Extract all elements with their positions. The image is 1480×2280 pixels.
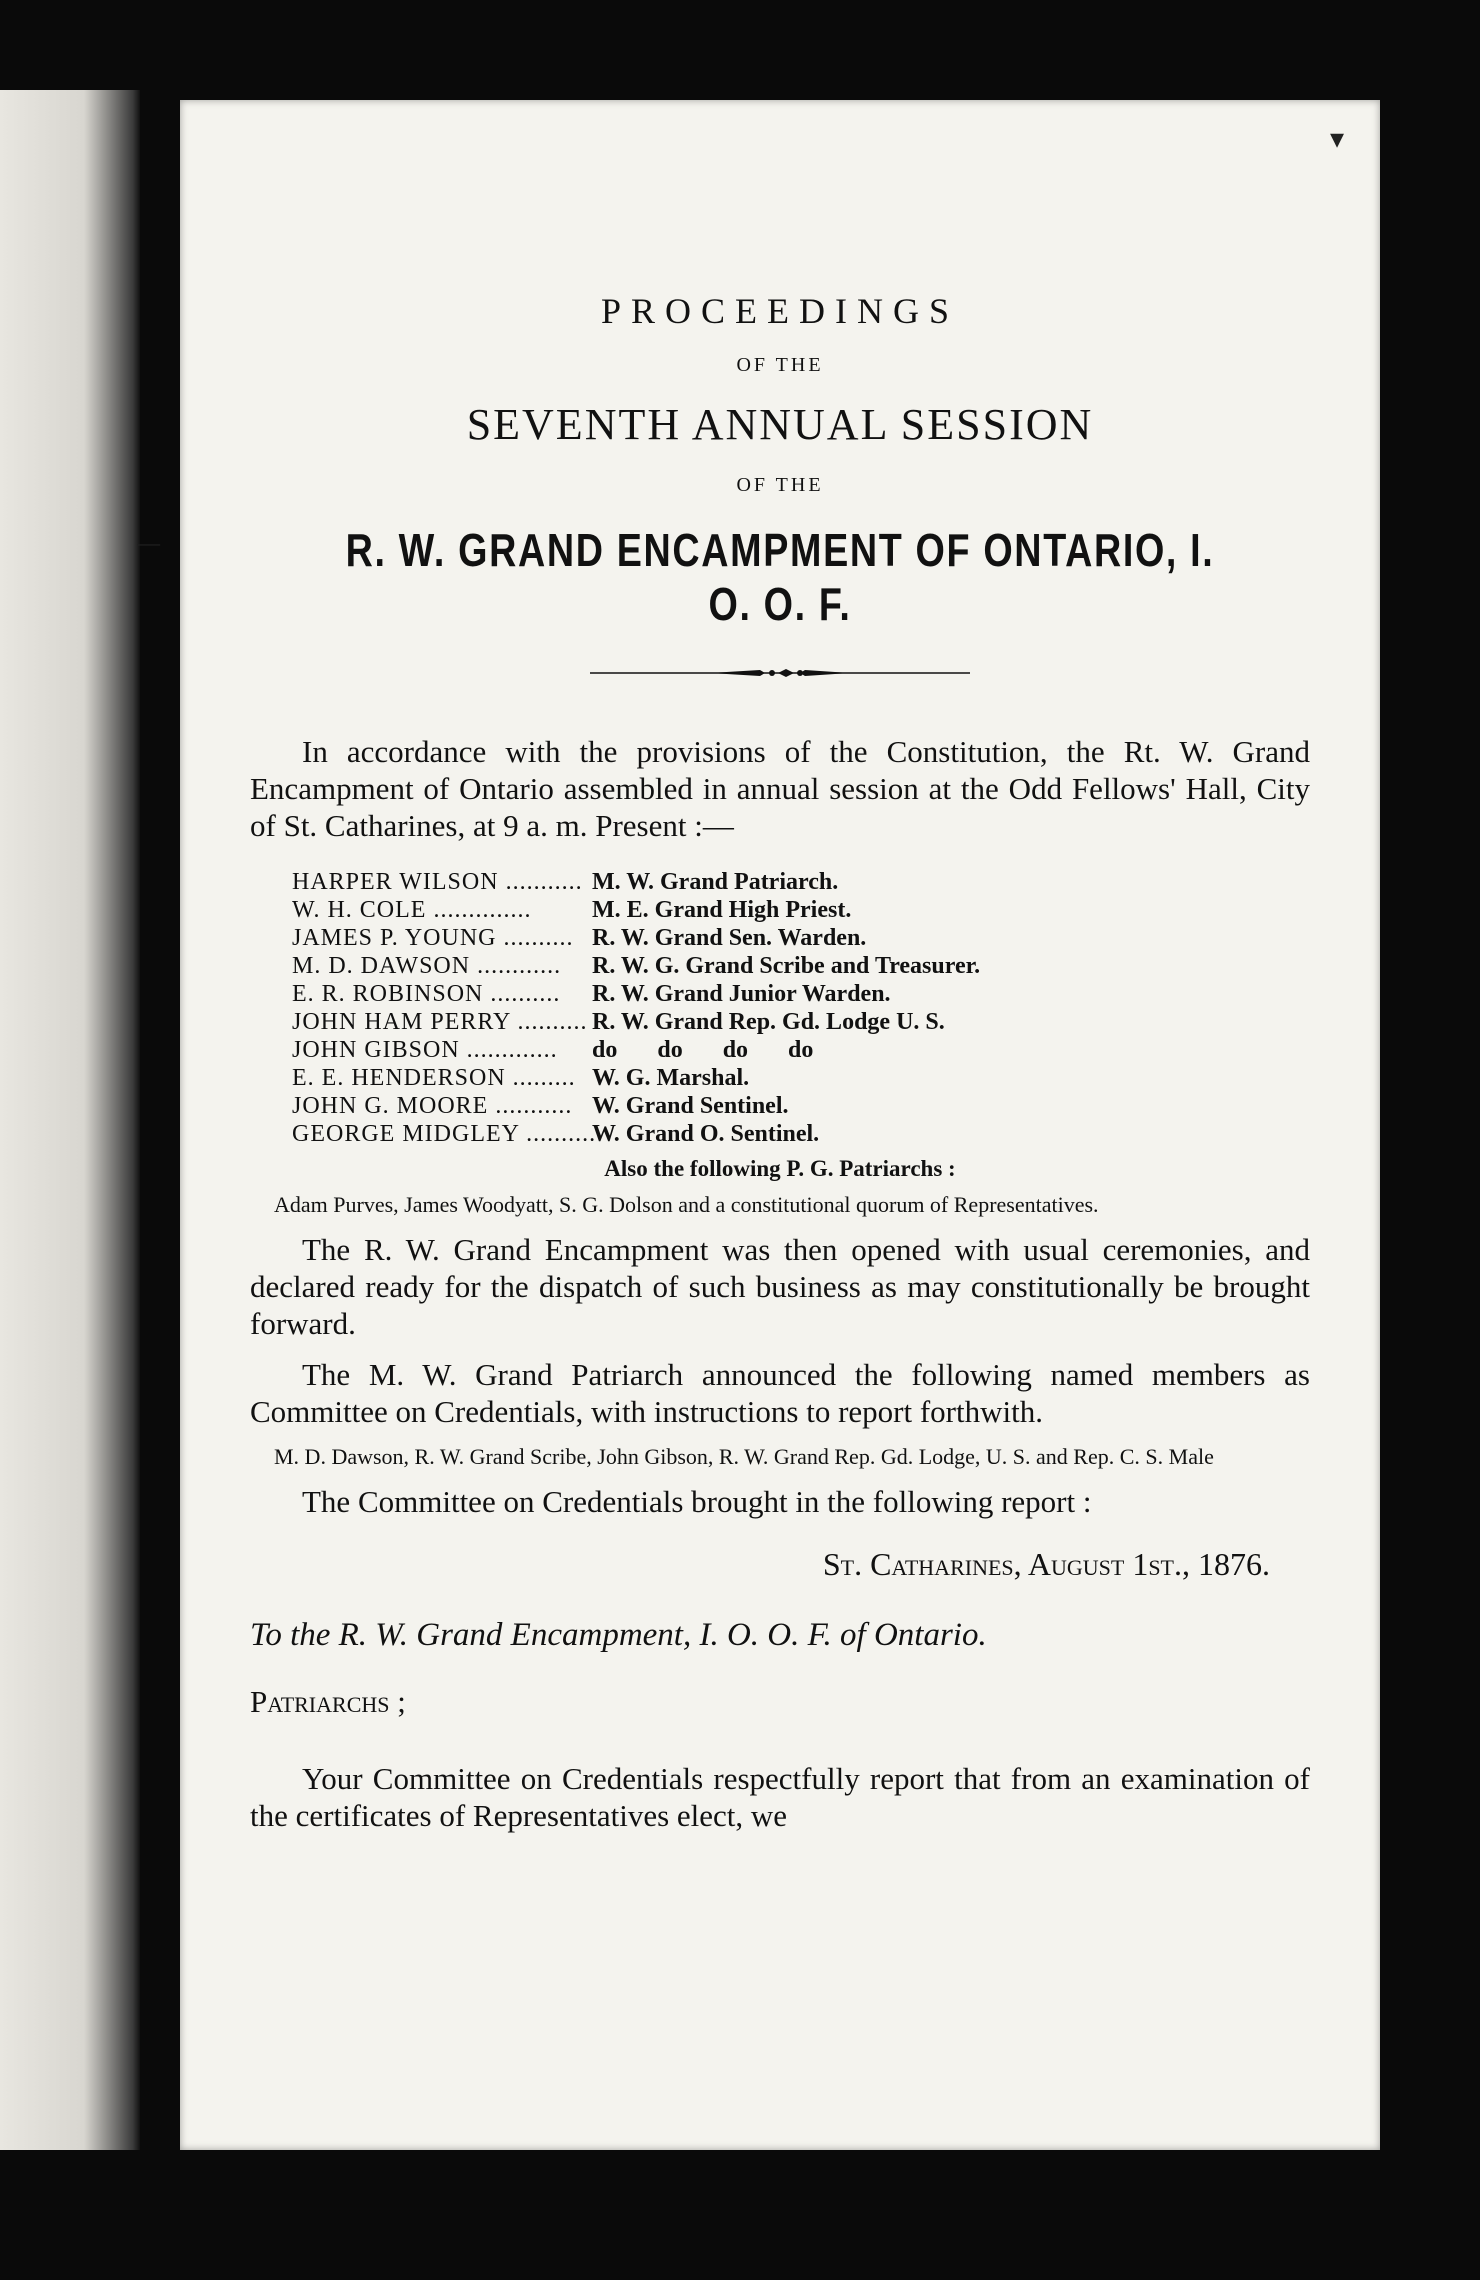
officer-title: W. G. Marshal. <box>592 1065 750 1091</box>
pg-patriarchs: Adam Purves, James Woodyatt, S. G. Dolson and a constitutional quorum of Representatives. <box>274 1192 1099 1217</box>
officer-title: do do do do <box>592 1037 814 1063</box>
officer-title: R. W. G. Grand Scribe and Treasurer. <box>592 953 981 979</box>
officer-row <box>292 896 1252 924</box>
officer-title: M. E. Grand High Priest. <box>592 897 852 923</box>
officer-title: R. W. Grand Rep. Gd. Lodge U. S. <box>592 1009 945 1035</box>
officer-row <box>292 924 1252 952</box>
opened-paragraph: The R. W. Grand Encampment was then opened with usual ceremonies, and declared ready for the dispatch of such business as may constitutionally be brought forward. <box>250 1232 1310 1341</box>
officer-row <box>292 1120 1252 1148</box>
officer-title: W. Grand Sentinel. <box>592 1093 789 1119</box>
document-page <box>138 100 1380 2150</box>
officer-title: M. W. Grand Patriarch. <box>592 869 839 895</box>
officer-name: JOHN GIBSON ............. <box>292 1037 558 1063</box>
committee-paragraph: The M. W. Grand Patriarch announced the following named members as Committee on Credentials, with instructions to report forthwith. <box>250 1357 1310 1429</box>
officer-row <box>292 1064 1252 1092</box>
officer-name: W. H. COLE .............. <box>292 897 532 923</box>
officer-row <box>292 1092 1252 1120</box>
also-line: Also the following P. G. Patriarchs : <box>604 1156 956 1181</box>
facing-page-edge <box>0 90 140 2150</box>
officer-title: R. W. Grand Junior Warden. <box>592 981 891 1007</box>
officer-name: M. D. DAWSON ............ <box>292 953 562 979</box>
report-text: Your Committee on Credentials respectfully report that from an examination of the certificates of Representatives elect, we <box>250 1761 1310 1833</box>
ornament-divider <box>590 665 970 681</box>
officer-row <box>292 1036 1252 1064</box>
officer-row <box>292 952 1252 980</box>
officer-name: HARPER WILSON ........... <box>292 869 583 895</box>
report-intro: The Committee on Credentials brought in the following report : <box>302 1484 1092 1519</box>
committee-members: M. D. Dawson, R. W. Grand Scribe, John Gibson, R. W. Grand Rep. Gd. Lodge, U. S. and Rep. C. S. Male <box>274 1444 1214 1469</box>
officer-name: JAMES P. YOUNG .......... <box>292 925 574 951</box>
officer-row <box>292 868 1252 896</box>
page-content <box>250 290 1310 1834</box>
officer-row <box>292 980 1252 1008</box>
heading-of-the: OF THE <box>736 354 824 376</box>
officer-row <box>292 1008 1252 1036</box>
heading-session: SEVENTH ANNUAL SESSION <box>466 400 1094 449</box>
officer-title: R. W. Grand Sen. Warden. <box>592 925 867 951</box>
officer-name: E. R. ROBINSON .......... <box>292 981 561 1007</box>
heading-of-the: OF THE <box>736 474 824 496</box>
margin-mark: ▾ <box>1330 124 1345 155</box>
officer-name: E. E. HENDERSON ......... <box>292 1065 576 1091</box>
margin-mark: — <box>138 530 160 555</box>
officer-name: JOHN G. MOORE ........... <box>292 1093 573 1119</box>
salutation: Patriarchs ; <box>250 1684 406 1719</box>
opening-paragraph: In accordance with the provisions of the Constitution, the Rt. W. Grand Encampment of Ontario assembled in annual session at the Odd Fellows' Hall, City of St. Catharines, at 9 a. m. Present :— <box>250 734 1310 843</box>
officer-name: GEORGE MIDGLEY .......... <box>292 1121 597 1147</box>
heading-grand-encampment: R. W. GRAND ENCAMPMENT OF ONTARIO, I. O. O. F. <box>345 524 1215 630</box>
dateline: St. Catharines, August 1st., 1876. <box>822 1546 1270 1582</box>
officer-name: JOHN HAM PERRY .......... <box>292 1009 588 1035</box>
address-line: To the R. W. Grand Encampment, I. O. O. F. of Ontario. <box>250 1617 987 1653</box>
heading-proceedings: PROCEEDINGS <box>600 291 960 331</box>
officer-title: W. Grand O. Sentinel. <box>592 1121 820 1147</box>
officers-list <box>292 868 1252 1148</box>
